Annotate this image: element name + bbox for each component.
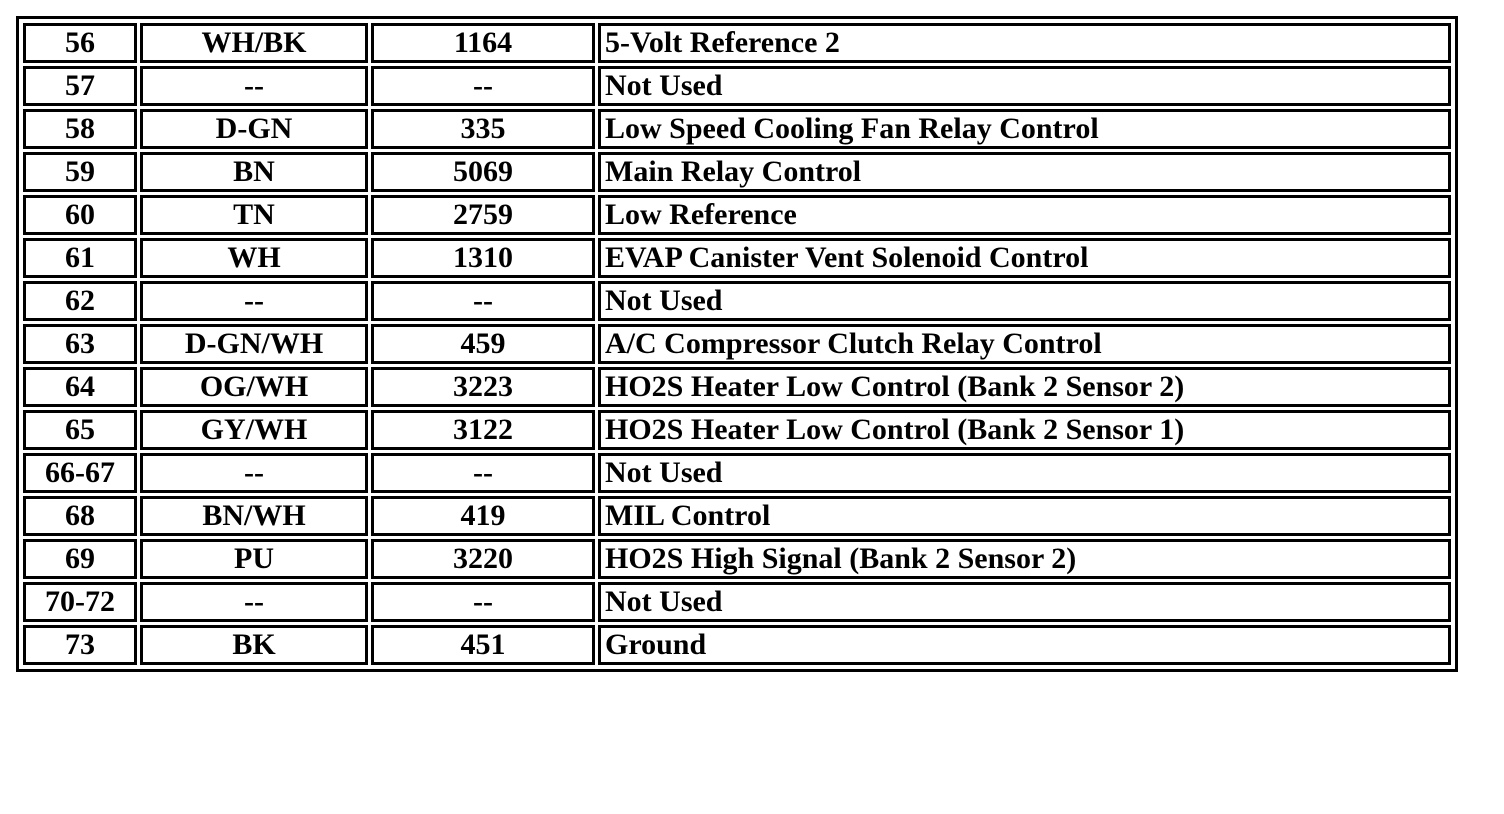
pin-cell: 60 <box>23 195 137 235</box>
wire-color-cell: -- <box>140 453 368 493</box>
wire-color-cell: BK <box>140 625 368 665</box>
circuit-number-cell: -- <box>371 582 595 622</box>
function-cell: HO2S Heater Low Control (Bank 2 Sensor 1) <box>598 410 1451 450</box>
connector-pinout-table-frame <box>16 16 1458 672</box>
circuit-number-cell: 459 <box>371 324 595 364</box>
pin-cell: 65 <box>23 410 137 450</box>
wire-color-cell: WH/BK <box>140 23 368 63</box>
table-row <box>23 539 1451 579</box>
pin-cell: 59 <box>23 152 137 192</box>
pin-cell: 69 <box>23 539 137 579</box>
pin-cell: 62 <box>23 281 137 321</box>
wire-color-cell: D-GN/WH <box>140 324 368 364</box>
pin-cell: 57 <box>23 66 137 106</box>
table-row <box>23 195 1451 235</box>
table-row <box>23 152 1451 192</box>
table-row <box>23 23 1451 63</box>
wire-color-cell: GY/WH <box>140 410 368 450</box>
pin-cell: 68 <box>23 496 137 536</box>
circuit-number-cell: 3223 <box>371 367 595 407</box>
function-cell: Not Used <box>598 582 1451 622</box>
table-row <box>23 453 1451 493</box>
function-cell: A/C Compressor Clutch Relay Control <box>598 324 1451 364</box>
circuit-number-cell: 2759 <box>371 195 595 235</box>
wire-color-cell: OG/WH <box>140 367 368 407</box>
pin-cell: 64 <box>23 367 137 407</box>
table-row <box>23 66 1451 106</box>
function-cell: Not Used <box>598 453 1451 493</box>
pin-cell: 56 <box>23 23 137 63</box>
circuit-number-cell: 1310 <box>371 238 595 278</box>
wire-color-cell: TN <box>140 195 368 235</box>
circuit-number-cell: -- <box>371 453 595 493</box>
function-cell: HO2S High Signal (Bank 2 Sensor 2) <box>598 539 1451 579</box>
pin-cell: 66-67 <box>23 453 137 493</box>
circuit-number-cell: 3122 <box>371 410 595 450</box>
table-row <box>23 367 1451 407</box>
table-row <box>23 496 1451 536</box>
function-cell: Low Speed Cooling Fan Relay Control <box>598 109 1451 149</box>
table-row <box>23 582 1451 622</box>
table-row <box>23 625 1451 665</box>
table-body <box>23 23 1451 665</box>
connector-pinout-table <box>20 20 1454 668</box>
circuit-number-cell: -- <box>371 281 595 321</box>
table-row <box>23 238 1451 278</box>
circuit-number-cell: 419 <box>371 496 595 536</box>
circuit-number-cell: 335 <box>371 109 595 149</box>
wire-color-cell: BN/WH <box>140 496 368 536</box>
function-cell: Not Used <box>598 66 1451 106</box>
wire-color-cell: PU <box>140 539 368 579</box>
wire-color-cell: -- <box>140 582 368 622</box>
wire-color-cell: BN <box>140 152 368 192</box>
function-cell: HO2S Heater Low Control (Bank 2 Sensor 2) <box>598 367 1451 407</box>
function-cell: MIL Control <box>598 496 1451 536</box>
pin-cell: 63 <box>23 324 137 364</box>
circuit-number-cell: 451 <box>371 625 595 665</box>
pin-cell: 70-72 <box>23 582 137 622</box>
pin-cell: 73 <box>23 625 137 665</box>
circuit-number-cell: 1164 <box>371 23 595 63</box>
circuit-number-cell: 5069 <box>371 152 595 192</box>
pin-cell: 58 <box>23 109 137 149</box>
wire-color-cell: -- <box>140 281 368 321</box>
wire-color-cell: WH <box>140 238 368 278</box>
wire-color-cell: D-GN <box>140 109 368 149</box>
function-cell: EVAP Canister Vent Solenoid Control <box>598 238 1451 278</box>
table-row <box>23 281 1451 321</box>
table-row <box>23 410 1451 450</box>
pin-cell: 61 <box>23 238 137 278</box>
table-row <box>23 324 1451 364</box>
function-cell: Main Relay Control <box>598 152 1451 192</box>
function-cell: Low Reference <box>598 195 1451 235</box>
function-cell: 5-Volt Reference 2 <box>598 23 1451 63</box>
circuit-number-cell: -- <box>371 66 595 106</box>
function-cell: Not Used <box>598 281 1451 321</box>
table-row <box>23 109 1451 149</box>
wire-color-cell: -- <box>140 66 368 106</box>
function-cell: Ground <box>598 625 1451 665</box>
circuit-number-cell: 3220 <box>371 539 595 579</box>
